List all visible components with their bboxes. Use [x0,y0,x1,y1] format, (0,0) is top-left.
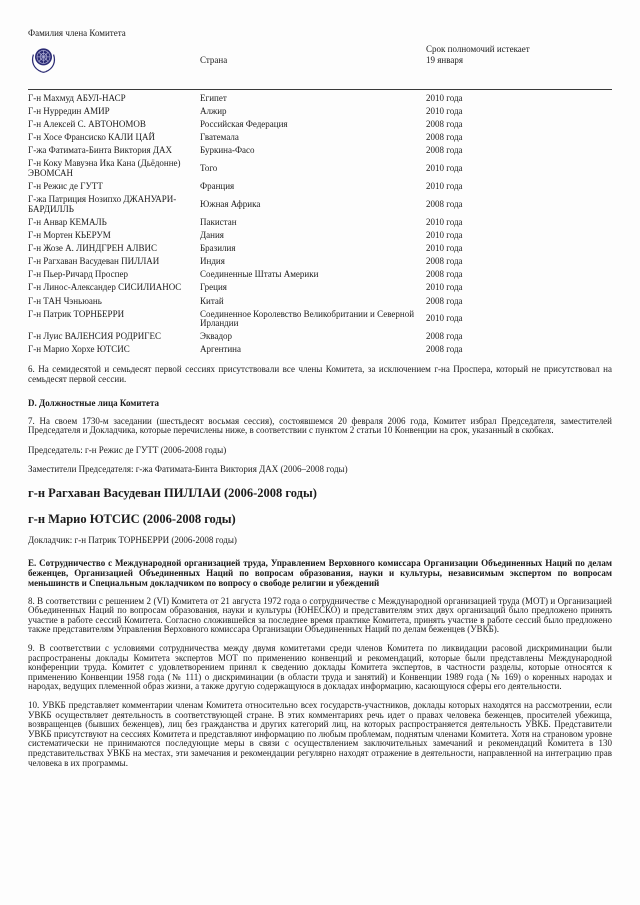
paragraph-6: 6. На семидесятой и семьдесят первой сессиях присутствовали все члены Комитета, за исключением г-на Проспера, который не присутствовал на семьдесят первой сессии. [28,364,612,385]
member-country: Соединенные Штаты Америки [200,269,319,280]
member-country: Дания [200,230,224,241]
paragraph-10: 10. УВКБ представляет комментарии членам Комитета относительно всех государств-участников, доклады которых находятся на рассмотрении, если УВКБ осуществляет деятельность в соответствующей стране. В этих комментариях речь идет о правах человека беженцев, просителей убежища, возвращенцев (бывших беженцев), лиц без гражданства и других категорий лиц, на которых распространяется деятельность УВКБ. Представители УВКБ присутствуют на сессиях Комитета и представляют информацию по любым проблемам, поднятым членами Комитета. Хотя на страновом уровне систематически не принимаются последующие меры в связи с осуществлением заключительных замечаний и рекомендаций Комитета в 130 представительствах УВКБ на местах, эти замечания и рекомендации регулярно находят отражение в деятельности, направленной на интеграцию прав человека в их программы. [28,699,612,768]
vice-chair-line-3: г-н Марио ЮТСИС (2006-2008 годы) [28,511,236,526]
member-name: Г-н Жозе А. ЛИНДГРЕН АЛВИС [28,243,157,254]
member-country: Франция [200,181,235,192]
member-row [28,281,612,294]
member-name: Г-н Режис де ГУТТ [28,181,103,192]
heading-e: Е. Сотрудничество с Международной организацией труда, Управлением Верховного комиссара Организации Объединенных Наций по делам беженцев, Организацией Объединенных Наций по вопросам образования, науки и культуры, независимым экспертом по вопросам меньшинств и Специальным докладчиком по вопросу о свободе религии и убеждений [28,557,612,588]
paragraph-9: 9. В соответствии с условиями сотрудничества между двумя комитетами среди членов Комитета по ликвидации расовой дискриминации были распространены доклады Комитета экспертов МОТ по применению конвенций и рекомендаций, которые были представлены Международной конференции труда. Комитет с удовлетворением принял к сведению доклады Комитета экспертов, в частности разделы, которые относятся к применению Конвенции 1958 года (№ 111) о дискриминации (в области труда и занятий) и Конвенции 1989 года (№ 169) о коренных народах и народах, ведущих племенной образ жизни, а также другую содержащуюся в докладах информацию, касающуюся сферы его деятельности. [28,643,612,692]
member-name: Г-н ТАН Чэньюань [28,295,102,306]
column-header-country: Страна [200,55,228,65]
member-name: Г-н Хосе Франсиско КАЛИ ЦАЙ [28,132,156,143]
member-country: Эквадор [200,331,233,342]
member-row [28,242,612,255]
vice-chair-line-1: Заместители Председателя: г-жа Фатимата-Бинта Виктория ДАХ (2006–2008 годы) [28,464,348,475]
heading-d: D. Должностные лица Комитета [28,397,160,408]
member-term: 2008 года [426,199,463,210]
vice-chair-line-2: г-н Рагхаван Васудеван ПИЛЛАИ (2006-2008 годы) [28,486,317,501]
paragraph-7: 7. На своем 1730-м заседании (шестьдесят восьмая сессия), состоявшемся 20 февраля 2006 года, Комитет избрал Председателя, заместителей Председателя и Докладчика, которые перечислены ниже, в соответствии с пунктом 2 статьи 10 Конвенции на срок, указанный в скобках. [28,415,612,436]
member-country: Индия [200,256,225,267]
member-row [28,343,612,356]
member-country: Китай [200,295,224,306]
member-row [28,308,612,331]
member-name: Г-н Линос-Александер СИСИЛИАНОС [28,282,182,293]
chairperson-line: Председатель: г-н Режис де ГУТТ (2006-2008 годы) [28,444,227,455]
member-name: Г-н Махмуд АБУЛ-НАСР [28,93,126,103]
member-term: 2010 года [426,282,463,293]
member-row [28,180,612,193]
member-term: 2008 года [426,132,463,143]
member-term: 2008 года [426,256,463,267]
member-term: 2010 года [426,93,463,103]
member-row [28,268,612,281]
member-term: 2008 года [426,269,463,280]
table-caption: Фамилия члена Комитета [28,28,126,38]
member-country: Греция [200,282,227,293]
member-row [28,255,612,268]
member-country: Соединенное Королевство Великобритании и Северной Ирландии [200,308,415,329]
member-row [28,229,612,242]
member-country: Египет [200,93,227,103]
member-term: 2010 года [426,230,463,241]
member-term: 2010 года [426,243,463,254]
member-name: Г-н Алексей С. АВТОНОМОВ [28,119,146,130]
member-row [28,157,612,180]
member-name: Г-н Нурредин АМИР [28,106,110,117]
member-row [28,92,612,105]
member-row [28,216,612,229]
member-name: Г-н Коку Мавуэна Ика Кана (Дьёдонне) ЭВОМСАН [28,158,181,179]
member-name: Г-н Анвар КЕМАЛЬ [28,216,107,227]
member-country: Южная Африка [200,199,261,210]
column-header-term [426,44,586,65]
member-row [28,144,612,157]
member-country: Алжир [200,106,227,117]
member-row [28,330,612,343]
member-name: Г-жа Патриция Нозипхо ДЖАНУАРИ-БАРДИЛЛЬ [28,194,177,214]
column-header-term-line1: Срок полномочий истекает [426,44,530,54]
member-term: 2008 года [426,295,463,306]
member-row [28,118,612,131]
member-term: 2008 года [426,119,463,130]
member-country: Гватемала [200,132,239,143]
member-name: Г-н Рагхаван Васудеван ПИЛЛАИ [28,256,160,267]
members-table [28,92,612,356]
member-term: 2008 года [426,331,463,342]
members-table-header [28,28,612,90]
member-name: Г-н Патрик ТОРНБЕРРИ [28,308,125,319]
member-row [28,131,612,144]
member-country: Буркина-Фасо [200,145,255,156]
paragraph-8: 8. В соответствии с решением 2 (VI) Комитета от 21 августа 1972 года о сотрудничестве с Международной организацией труда (МОТ) и Организацией Объединенных Наций по вопросам образования, науки и культуры (ЮНЕСКО) и представителям этих двух организаций было предложено принять участие в работе сессий Комитета. Согласно сложившейся за последнее время практике Комитета, принять участие в работе сессий было предложено также представителям Управления Верховного комиссара Организации Объединенных Наций по делам беженцев (УВКБ). [28,595,612,635]
member-term: 2008 года [426,344,463,355]
member-name: Г-жа Фатимата-Бинта Виктория ДАХ [28,145,173,156]
member-row [28,295,612,308]
rapporteur-line: Докладчик: г-н Патрик ТОРНБЕРРИ (2006-2008 годы) [28,535,237,546]
member-country: Аргентина [200,344,241,355]
document-body [28,365,612,768]
member-name: Г-н Марио Хорхе ЮТСИС [28,344,130,355]
un-emblem-icon [28,43,59,82]
member-term: 2010 года [426,163,463,174]
column-header-term-line2: 19 января [426,54,463,65]
member-country: Бразилия [200,243,236,254]
member-country: Того [200,163,218,174]
member-term: 2010 года [426,313,463,324]
member-name: Г-н Луис ВАЛЕНСИЯ РОДРИГЕС [28,331,162,342]
member-term: 2010 года [426,106,463,117]
member-term: 2008 года [426,145,463,156]
member-name: Г-н Мортен КЬЕРУМ [28,230,111,241]
member-country: Российская Федерация [200,119,288,130]
member-row [28,193,612,216]
member-country: Пакистан [200,216,237,227]
member-term: 2010 года [426,181,463,192]
member-term: 2010 года [426,216,463,227]
member-name: Г-н Пьер-Ричард Проспер [28,269,128,280]
member-row [28,105,612,118]
